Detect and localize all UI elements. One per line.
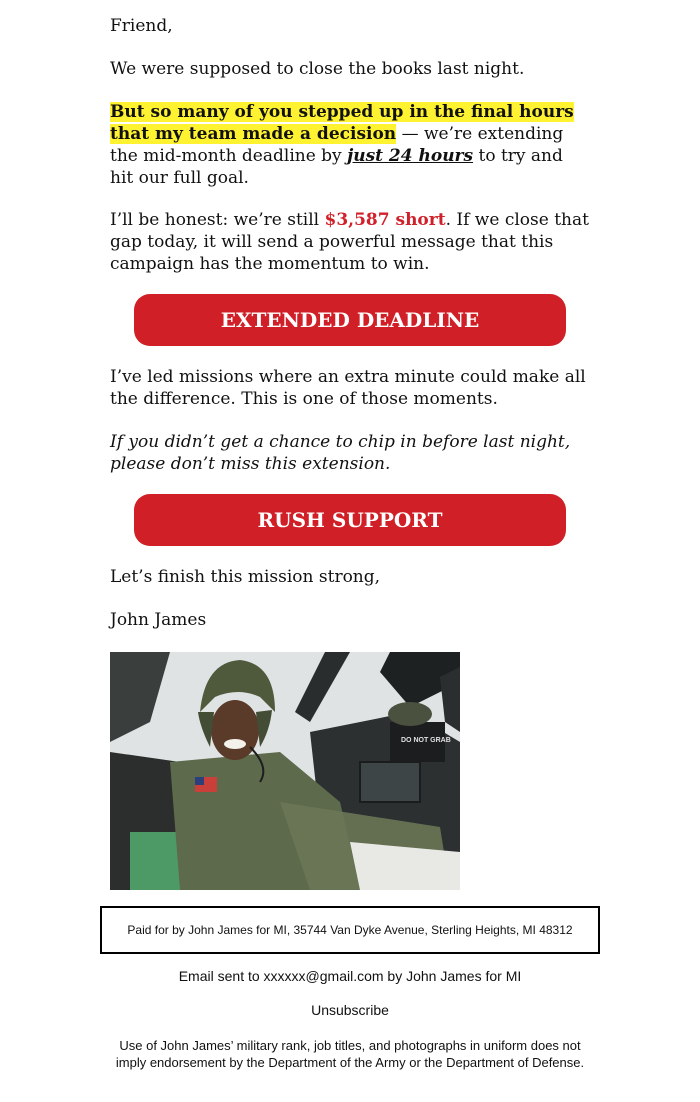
paid-for-disclaimer-box [100,906,600,954]
shortfall-text-end: . If we close that gap today, it will send a powerful message that this campaign has the momentum to win. [110,210,589,274]
shortfall-amount: $3,587 short [324,210,446,230]
pilot-photo [110,652,460,890]
deadline-text-end: to try and hit our full goal. [110,146,563,188]
highlighted-text: But so many of you stepped up in the final hours that my team made a decision [110,102,574,144]
rush-support-button[interactable]: RUSH SUPPORT [134,494,566,546]
deadline-paragraph [110,101,580,189]
shortfall-paragraph [110,209,590,275]
military-disclaimer: Use of John James’ military rank, job titles, and photographs in uniform does not imply endorsement by the Department of the Army or the Department of Defense. [115,1038,585,1070]
closing-line: Let’s finish this mission strong, [110,567,381,587]
extension-paragraph: If you didn’t get a chance to chip in before last night, please don’t miss this extension. [110,432,571,474]
paid-for-text: Paid for by John James for MI, 35744 Van Dyke Avenue, Sterling Heights, MI 48312 [127,923,573,937]
email-sent-notice: Email sent to xxxxxx@gmail.com by John James for MI [178,968,522,984]
greeting: Friend, [110,16,173,36]
signature: John James [110,610,207,630]
pilot-photo-illustration [110,652,460,890]
deadline-text: — we’re extending the mid-month deadline by [110,124,564,166]
missions-paragraph: I’ve led missions where an extra minute could make all the difference. This is one of those moments. [110,367,586,409]
emphasis-text: just 24 hours [347,146,474,166]
shortfall-text: I’ll be honest: we’re still [110,210,325,230]
photo-sign-text: DO NOT GRAB [401,737,451,744]
unsubscribe-link[interactable]: Unsubscribe [311,1002,389,1018]
extended-deadline-button[interactable]: EXTENDED DEADLINE [134,294,566,346]
intro-paragraph: We were supposed to close the books last night. [110,59,525,79]
